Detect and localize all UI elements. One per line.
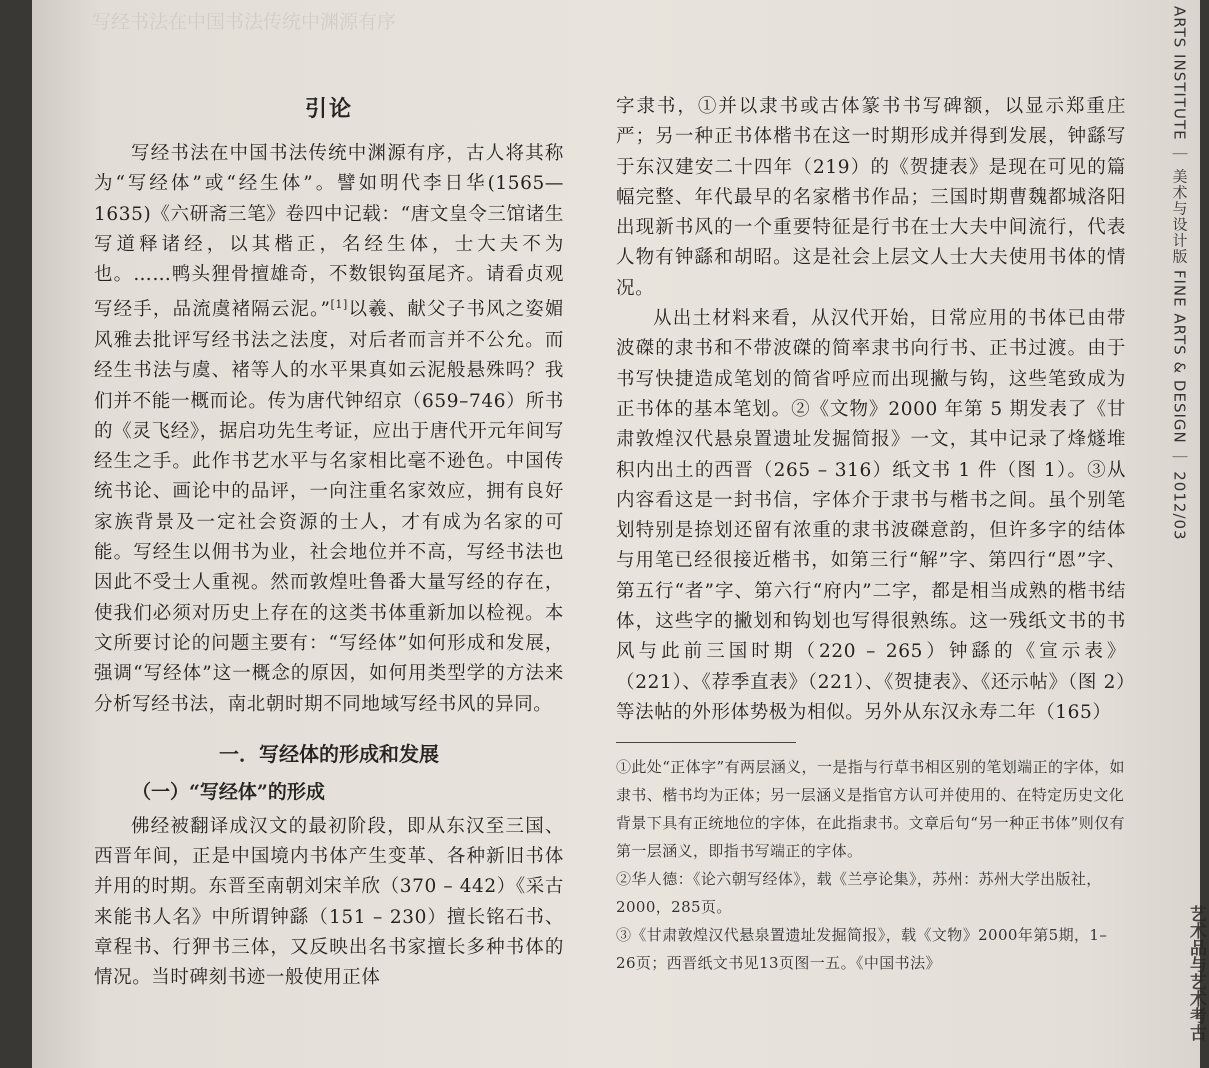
footnote-3: ③《甘肃敦煌汉代悬泉置遗址发掘简报》，载《文物》2000年第5期，1–26页；西晋纸文书见13页图一五。《中国书法》 xyxy=(616,926,1108,973)
right-paragraph-2: 从出土材料来看，从汉代开始，日常应用的书体已由带波磔的隶书和不带波磔的简率隶书向行书、正书过渡。由于书写快捷造成笔划的简省呼应而出现撇与钩，这些笔致成为正书体的基本笔划。②《文物》2000 年第 5 期发表了《甘肃敦煌汉代悬泉置遗址发掘简报》一文，其中记录了烽燧堆积内出土的西晋（265 – 316）纸文书 1 件（图 1）。③从内容看这是一封书信，字体介于隶书与楷书之间。虽个别笔划特别是捺划还留有浓重的隶书波磔意韵，但许多字的结体与用笔已经很接近楷书，如第三行“解”字、第四行“恩”字、第五行“者”字、第六行“府内”二字，都是相当成熟的楷书结体，这些字的撇划和钩划也写得很熟练。这一残纸文书的书风与此前三国时期（220 – 265）钟繇的《宣示表》（221）、《荐季直表》（221）、《贺捷表》、《还示帖》（图 2）等法帖的外形体势极为相似。另外从东汉永寿二年（165） xyxy=(616,308,1126,723)
document-page xyxy=(32,0,1206,1068)
section-title: 一．写经体的形成和发展 xyxy=(219,741,439,766)
journal-running-head: ARTS INSTITUTE ｜ 美术与设计版 FINE ARTS & DESIGN ｜ 2012/03 xyxy=(1170,6,1189,541)
footnote-1: ①此处“正体字”有两层涵义，一是指与行草书相区别的笔划端正的字体，如隶书、楷书均为正体；另一层涵义是指官方认可并使用的、在特定历史文化背景下具有正统地位的字体，在此指隶书。文章后句“另一种正书体”则仅有第一层涵义，即指书写端正的字体。 xyxy=(616,758,1125,861)
right-column xyxy=(616,92,1126,977)
intro-paragraph-1-cont: 以羲、献父子书风之姿媚风雅去批评写经书法之法度，对后者而言并不公允。而经生书法与虞、褚等人的水平果真如云泥般悬殊吗？我们并不能一概而论。传为唐代钟绍京（659–746）所书的《灵飞经》，据启功先生考证，应出于唐代开元年间写经生之手。此作书艺水平与名家相比毫不逊色。中国传统书论、画论中的品评，一向注重名家效应，拥有良好家族背景及一定社会资源的士人，才有成为名家的可能。写经生以佣书为业，社会地位并不高，写经书法也因此不受士人重视。然而敦煌吐鲁番大量写经的存在，使我们必须对历史上存在的这类书体重新加以检视。本文所要讨论的问题主要有：“写经体”如何形成和发展，强调“写经体”这一概念的原因，如何用类型学的方法来分析写经书法，南北朝时期不同地域写经书风的异同。 xyxy=(94,299,564,715)
right-paragraph-1: 字隶书，①并以隶书或古体篆书书写碑额，以显示郑重庄严；另一种正书体楷书在这一时期形成并得到发展，钟繇写于东汉建安二十四年（219）的《贺捷表》是现在可见的篇幅完整、年代最早的名家楷书作品；三国时期曹魏都城洛阳出现新书风的一个重要特征是行书在士大夫中间流行，代表人物有钟繇和胡昭。这是社会上层文人士大夫使用书体的情况。 xyxy=(616,96,1126,299)
bleed-through-text: 写经书法在中国书法传统中渊源有序 xyxy=(92,11,397,33)
footnote-divider xyxy=(616,742,796,743)
intro-title: 引论 xyxy=(304,96,353,122)
intro-paragraph-1-text: 写经书法在中国书法传统中渊源有序，古人将其称为“写经体”或“经生体”。譬如明代李日华(1565—1635)《六研斋三笔》卷四中记载：“唐文皇令三馆诸生写道释诸经，以其楷正，名经生体，士大夫不为也。……鸭头狸骨擅雄奇，不数银钩虿尾齐。请看贞观写经手，品流虞褚隔云泥。” xyxy=(94,143,564,321)
section-running-head: 艺术品与艺术考古 xyxy=(1186,905,1206,1041)
subsection-title: （一）“写经体”的形成 xyxy=(132,780,325,803)
footnote-ref: [1] xyxy=(330,298,348,312)
section-paragraph: 佛经被翻译成汉文的最初阶段，即从东汉至三国、西晋年间，正是中国境内书体产生变革、各种新旧书体并用的时期。东晋至南朝刘宋羊欣（370 – 442）《采古来能书人名》中所谓钟繇（151 – 230）擅长铭石书、章程书、行狎书三体，又反映出名书家擅长多种书体的情况。当时碑刻书迹一般使用正体 xyxy=(94,815,564,989)
left-column xyxy=(94,92,564,994)
intro-paragraph-1 xyxy=(94,139,564,720)
footnote-2: ②华人德：《论六朝写经体》，载《兰亭论集》，苏州：苏州大学出版社，2000，285页。 xyxy=(616,870,1102,917)
